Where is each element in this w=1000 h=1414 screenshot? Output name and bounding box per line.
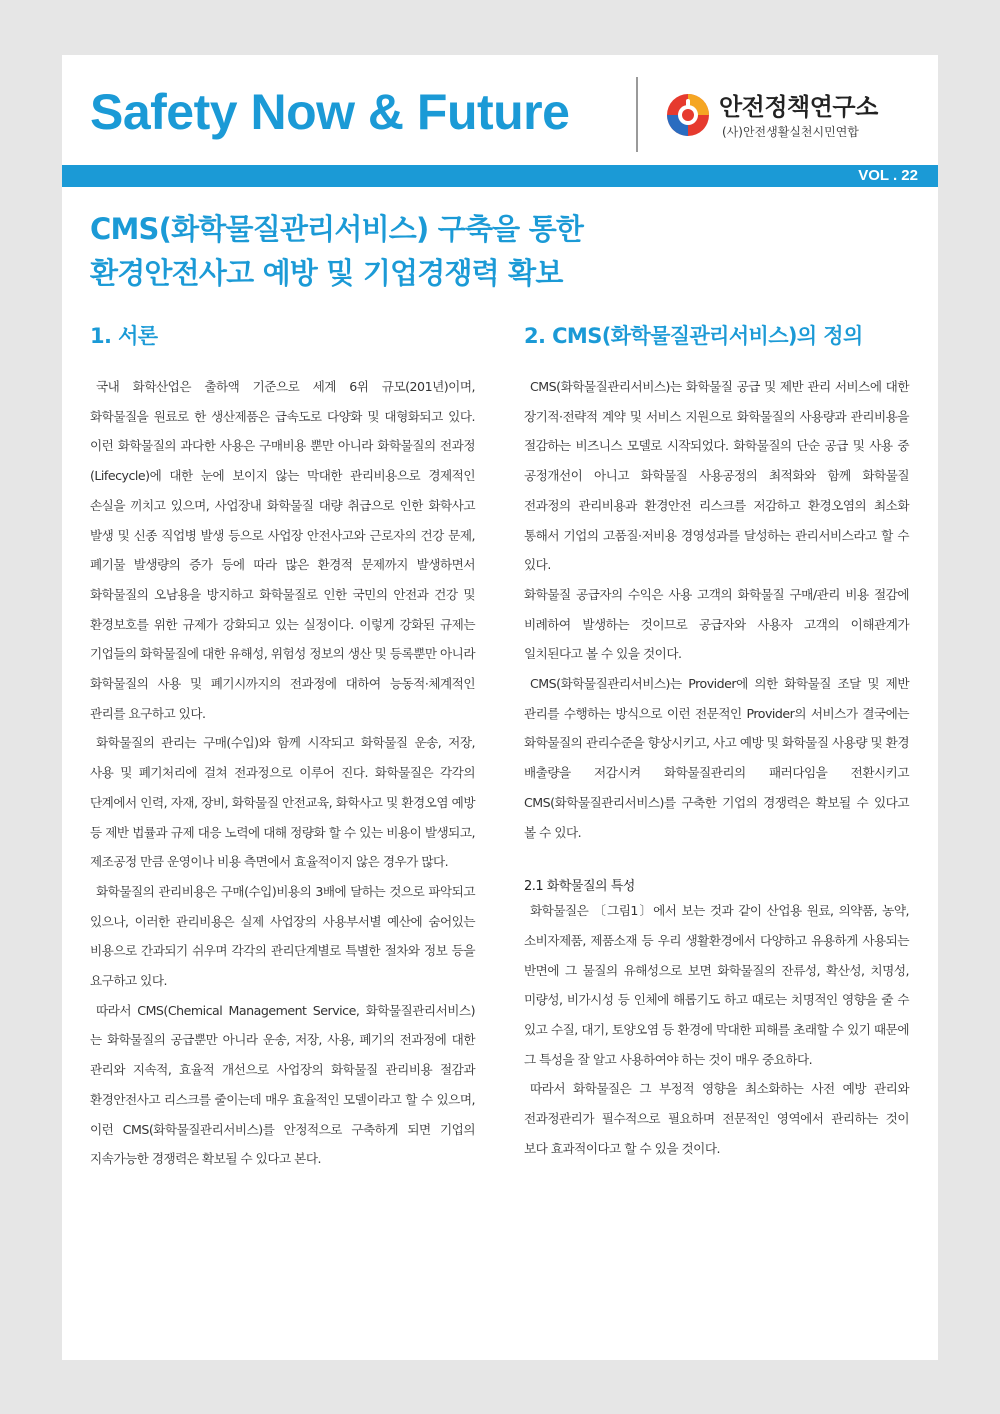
subsection-heading: 2.1 화학물질의 특성 [524,879,635,895]
masthead-title: Safety Now & Future [90,84,570,140]
body-paragraph: 따라서 화학물질은 그 부정적 영향을 최소화하는 사전 예방 관리와 전과정관리가 필수적으로 필요하며 전문적인 영역에서 관리하는 것이 보다 효과적이다고 할 수 있을 것이다. [524,1081,909,1156]
body-paragraph: CMS(화학물질관리서비스)는 화학물질 공급 및 제반 관리 서비스에 대한 장기적·전략적 계약 및 서비스 지원으로 화학물질의 사용량과 관리비용을 절감하는 비즈니스 모델로 시작되었다. 화학물질의 단순 공급 및 사용 중 공정개선이 아니고 화학물질 사용공정의 최적화와 함께 화학물질 전과정의 관리비용과 환경안전 리스크를 저감하고 환경오염의 최소화 통해서 기업의 고품질·저비용 경영성과를 달성하는 관리서비스라고 할 수 있다. [524,379,909,573]
volume-label: VOL . 22 [858,167,918,184]
section-heading-definition: 2. CMS(화학물질관리서비스)의 정의 [524,324,863,348]
body-paragraph: 화학물질의 관리는 구매(수입)와 함께 시작되고 화학물질 운송, 저장, 사용 및 폐기처리에 걸쳐 전과정으로 이루어 진다. 화학물질은 각각의 단계에서 인력, 자재, 장비, 화학물질 안전교육, 화학사고 및 환경오염 예방 등 제반 법률과 규제 대응 노력에 대해 정량화 할 수 있는 비용이 발생되고, 제조공정 만큼 운영이나 비용 측면에서 효율적이지 않은 경우가 많다. [90,735,475,870]
section-heading-introduction: 1. 서론 [90,324,158,348]
org-name: 안전정책연구소 [719,93,878,121]
body-paragraph: 따라서 CMS(Chemical Management Service, 화학물질관리서비스)는 화학물질의 공급뿐만 아니라 운송, 저장, 사용, 폐기의 전과정에 대한 관리와 지속적, 효율적 개선으로 사업장의 화학물질 관리비용 절감과 환경안전사고 리스크를 줄이는데 매우 효율적인 모델이라고 할 수 있으며, 이런 CMS(화학물질관리서비스)를 안정적으로 구축하게 되면 기업의 지속가능한 경쟁력은 확보될 수 있다고 본다. [90,1002,475,1167]
right-column [524,320,909,1164]
org-subtitle: (사)안전생활실천시민연합 [722,125,859,139]
masthead-divider [636,77,638,152]
article-title [90,207,583,295]
body-paragraph: 화학물질 공급자의 수익은 사용 고객의 화학물질 구매/관리 비용 절감에 비례하여 발생하는 것이므로 공급자와 사용자 고객의 이해관계가 일치된다고 볼 수 있을 것이다. [524,586,909,662]
body-paragraph: 화학물질의 관리비용은 구매(수입)비용의 3배에 달하는 것으로 파악되고 있으나, 이러한 관리비용은 실제 사업장의 사용부서별 예산에 숨어있는 비용으로 간과되기 쉬우며 각각의 관리단계별로 특별한 절차와 정보 등을 요구하고 있다. [90,883,475,989]
article-title-line: 환경안전사고 예방 및 기업경쟁력 확보 [90,256,563,290]
body-paragraph: 화학물질은 〔그림1〕에서 보는 것과 같이 산업용 원료, 의약품, 농약, 소비자제품, 제품소재 등 우리 생활환경에서 다양하고 유용하게 사용되는 반면에 그 물질의 유해성으로 보면 화학물질의 잔류성, 확산성, 치명성, 미량성, 비가시성 등 인체에 해롭기도 하고 때로는 치명적인 영향을 줄 수 있고 수질, 대기, 토양오염 등 환경에 막대한 피해를 초래할 수 있기 때문에 그 특성을 잘 알고 사용하여야 하는 것이 매우 중요하다. [524,903,909,1067]
body-paragraph: CMS(화학물질관리서비스)는 Provider에 의한 화학물질 조달 및 제반 관리를 수행하는 방식으로 이런 전문적인 Provider의 서비스가 결국에는 화학물질의 관리수준을 향상시키고, 사고 예방 및 화학물질 사용량 및 환경 배출량을 저감시켜 화학물질관리의 패러다임을 전환시키고 CMS(화학물질관리서비스)를 구축한 기업의 경쟁력은 확보될 수 있다고 볼 수 있다. [524,676,909,840]
volume-bar [62,165,938,187]
article-title-line: CMS(화학물질관리서비스) 구축을 통한 [90,212,584,246]
institute-logo-icon [666,93,710,137]
newsletter-page [62,55,938,1360]
body-paragraph: 국내 화학산업은 출하액 기준으로 세계 6위 규모(201년)이며, 화학물질을 원료로 한 생산제품은 급속도로 다양화 및 대형화되고 있다. 이런 화학물질의 과다한 사용은 구매비용 뿐만 아니라 화학물질의 전과정(Lifecycle)에 대한 눈에 보이지 않는 막대한 관리비용으로 경제적인 손실을 끼치고 있으며, 사업장내 화학물질 대량 취급으로 인한 화학사고 발생 및 신종 직업병 발생 등으로 사업장 안전사고와 근로자의 건강 문제, 폐기물 발생량의 증가 등에 따라 많은 환경적 문제까지 발생하면서 화학물질의 오남용을 방지하고 화학물질로 인한 국민의 안전과 건강 및 환경보호를 위한 규제가 강화되고 있는 실정이다. 이렇게 강화된 규제는 기업들의 화학물질에 대한 유해성, 위험성 정보의 생산 및 등록뿐만 아니라 화학물질의 사용 및 폐기시까지의 전과정에 대하여 능동적·체계적인 관리를 요구하고 있다. [90,379,475,721]
left-column [90,320,475,1174]
